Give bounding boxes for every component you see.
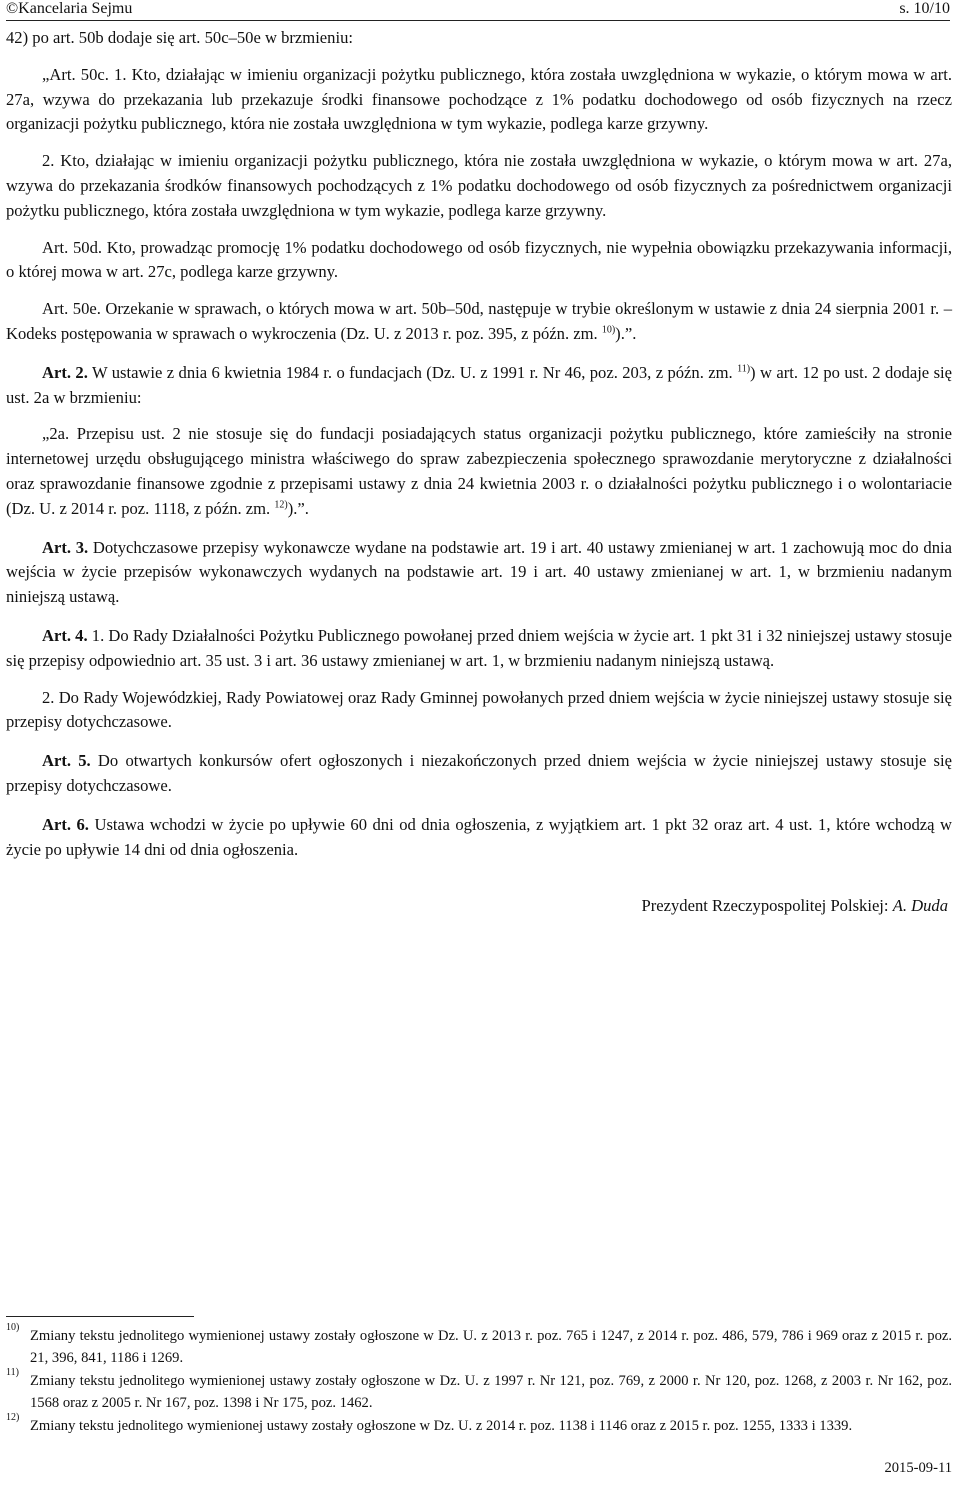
footnote-number: 11) xyxy=(6,1367,19,1378)
article-3-label: Art. 3. xyxy=(42,537,89,557)
article-50c-para-1 xyxy=(6,63,952,137)
article-50c-para-2: 2. Kto, działając w imieniu organizacji pożytku publicznego, która nie została uwzględniona w wykazie, o którym mowa w art. 27a, wzywa do przekazania środków finansowych pochodzących z 1% podatku dochodowego od osób fizycznych za pośrednictwem organizacji pożytku publicznego, która została uwzględniona w tym wykazie, podlega karze grzywny. xyxy=(6,151,952,220)
footnote-11 xyxy=(6,1367,952,1414)
footnote-text: Zmiany tekstu jednolitego wymienionej ustawy zostały ogłoszone w Dz. U. z 1997 r. Nr 121, poz. 769, z 2000 r. Nr 120, poz. 1268, z 2003 r. Nr 162, poz. 1568 oraz z 2005 r. Nr 167, poz. 1398 i Nr 175, poz. 1462. xyxy=(30,1373,952,1411)
footnote-12 xyxy=(6,1412,952,1438)
footnote-number: 10) xyxy=(6,1322,20,1333)
article-50e-end: ).”. xyxy=(615,323,637,343)
article-50d: Art. 50d. Kto, prowadząc promocję 1% podatku dochodowego od osób fizycznych, nie wypełnia obowiązku przekazywania informacji, o której mowa w art. 27c, podlega karze grzywny. xyxy=(6,237,952,282)
article-6 xyxy=(6,813,952,863)
article-2-text: W ustawie z dnia 6 kwietnia 1984 r. o fundacjach (Dz. U. z 1991 r. Nr 46, poz. 203, z późn. zm. xyxy=(87,362,733,382)
ust-2a-end: ).”. xyxy=(287,498,309,518)
footnote-ref-12[interactable]: 12) xyxy=(274,499,288,511)
document-date: 2015-09-11 xyxy=(884,1460,952,1476)
article-2 xyxy=(6,361,952,411)
footnote-number: 12) xyxy=(6,1412,20,1423)
article-50e-text: Art. 50e. Orzekanie w sprawach, o których mowa w art. 50b–50d, następuje w trybie określonym w ustawie z dnia 24 sierpnia 2001 r. – Kodeks postępowania w sprawach o wykroczenia (Dz. U. z 2013 r. poz. 395, z późn. zm. xyxy=(6,299,952,343)
footnote-separator xyxy=(6,1316,194,1317)
article-12-ust-2a xyxy=(6,422,952,521)
article-4-label: Art. 4. xyxy=(42,625,88,645)
article-4-para-1 xyxy=(6,624,952,674)
article-5-label: Art. 5. xyxy=(42,751,91,771)
signature xyxy=(6,894,952,919)
article-50c-para-1-text: „Art. 50c. 1. Kto, działając w imieniu organizacji pożytku publicznego, która została uwzględniona w wykazie, o którym mowa w art. 27a, wzywa do przekazania lub przekazuje środki finansowe pochodzące z 1% podatku dochodowego od osób fizycznych na rzecz organizacji pożytku publicznego, która nie została uwzględniona w tym wykazie, podlega karze grzywny. xyxy=(6,64,952,134)
article-3-text: Dotychczasowe przepisy wykonawcze wydane na podstawie art. 19 i art. 40 ustawy zmienianej w art. 1 zachowują moc do dnia wejścia w życie przepisów wykonawczych wydanych na podstawie art. 19 i art. 40 ustawy zmienianej w art. 1, w brzmieniu nadanym niniejszą ustawą. xyxy=(6,537,952,607)
ust-2a-text: „2a. Przepisu ust. 2 nie stosuje się do fundacji posiadających status organizacji pożytku publicznego, które zamieściły na stronie internetowej urzędu obsługującego ministra właściwego do spraw zabezpieczenia społecznego sprawozdanie merytoryczne z działalności oraz sprawozdanie finansowe zgodnie z przepisami ustawy z dnia 24 kwietnia 2003 r. o działalności pożytku publicznego i o wolontariacie (Dz. U. z 2014 r. poz. 1118, z późn. zm. xyxy=(6,424,952,518)
signature-title: Prezydent Rzeczypospolitej Polskiej: xyxy=(641,896,893,916)
article-4-text: 1. Do Rady Działalności Pożytku Publicznego powołanej przed dniem wejścia w życie art. 1 pkt 31 i 32 niniejszej ustawy stosuje się przepisy odpowiednio art. 35 ust. 3 i art. 36 ustawy zmienianej w art. 1, w brzmieniu nadanym niniejszą ustawą. xyxy=(6,625,952,670)
footnote-ref-11[interactable]: 11) xyxy=(737,363,751,375)
article-3 xyxy=(6,536,952,610)
footnote-ref-10[interactable]: 10) xyxy=(601,324,616,336)
page-header xyxy=(6,0,950,21)
header-source: ©Kancelaria Sejmu xyxy=(6,0,133,17)
article-5 xyxy=(6,749,952,799)
amendment-point-42: 42) po art. 50b dodaje się art. 50c–50e w brzmieniu: xyxy=(6,28,353,47)
footnotes xyxy=(6,1322,952,1438)
signature-name: A. Duda xyxy=(892,896,948,916)
article-4-para-2: 2. Do Rady Wojewódzkiej, Rady Powiatowej oraz Rady Gminnej powołanych przed dniem wejścia w życie niniejszej ustawy stosuje się przepisy dotychczasowe. xyxy=(6,687,952,732)
article-50e xyxy=(6,297,952,347)
footnote-text: Zmiany tekstu jednolitego wymienionej ustawy zostały ogłoszone w Dz. U. z 2014 r. poz. 1138 i 1146 oraz z 2015 r. poz. 1255, 1333 i 1339. xyxy=(30,1418,853,1434)
article-2-label: Art. 2. xyxy=(42,362,88,382)
footnote-10 xyxy=(6,1322,952,1369)
article-6-text: Ustawa wchodzi w życie po upływie 60 dni od dnia ogłoszenia, z wyjątkiem art. 1 pkt 32 oraz art. 4 ust. 1, które wchodzą w życie po upływie 14 dni od dnia ogłoszenia. xyxy=(6,814,952,859)
article-2-end: ) w art. 12 po ust. 2 dodaje się ust. 2a w brzmieniu: xyxy=(6,362,952,407)
document-body xyxy=(6,20,952,919)
footnote-text: Zmiany tekstu jednolitego wymienionej ustawy zostały ogłoszone w Dz. U. z 2013 r. poz. 765 i 1247, z 2014 r. poz. 486, 579, 786 i 969 oraz z 2015 r. poz. 21, 396, 841, 1186 i 1269. xyxy=(30,1328,952,1366)
article-6-label: Art. 6. xyxy=(42,814,89,834)
page-number: s. 10/10 xyxy=(899,0,950,17)
article-5-text: Do otwartych konkursów ofert ogłoszonych i niezakończonych przed dniem wejścia w życie niniejszej ustawy stosuje się przepisy dotychczasowe. xyxy=(6,751,952,795)
